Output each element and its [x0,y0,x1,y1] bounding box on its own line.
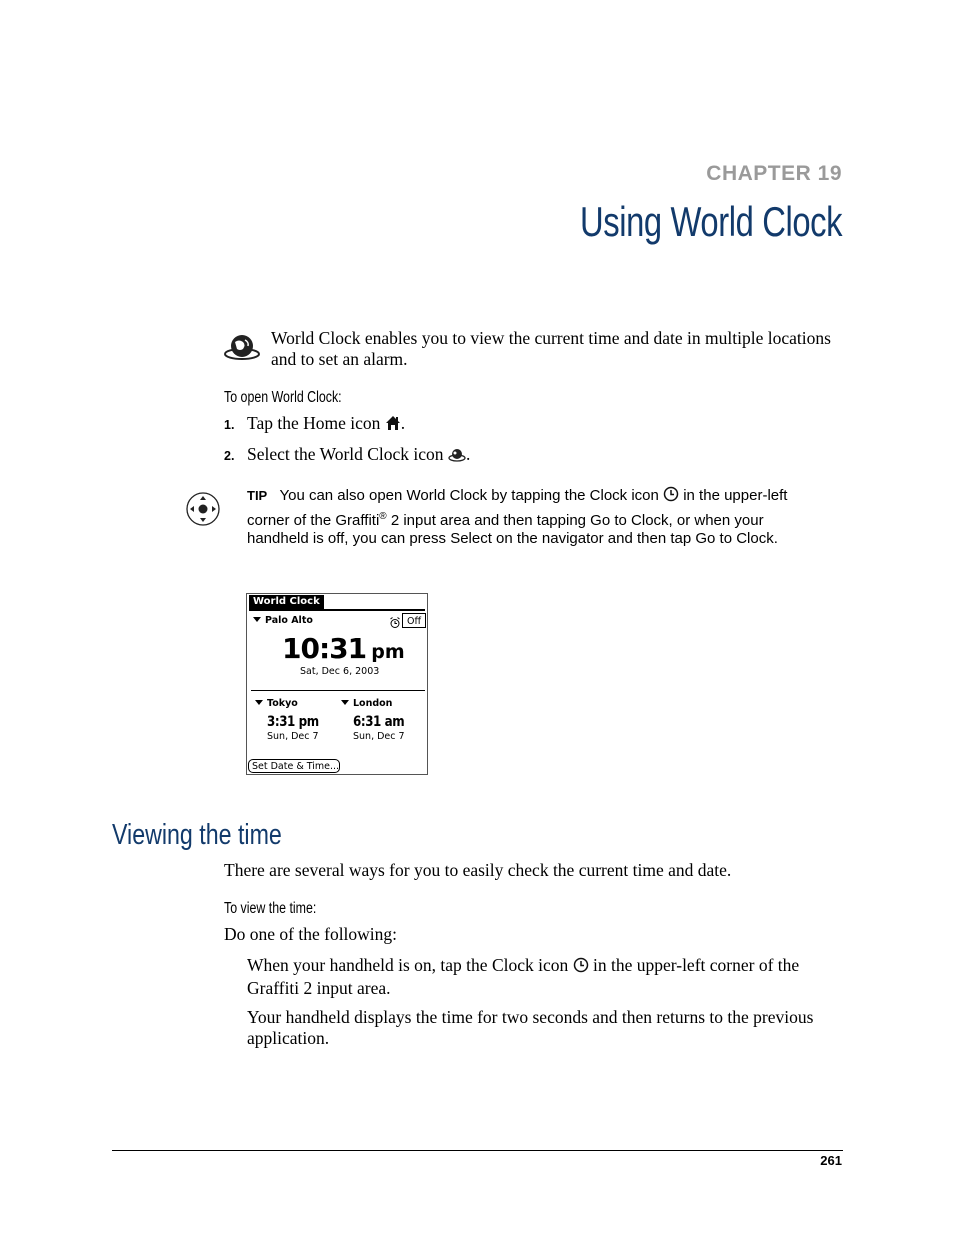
home-icon [385,415,401,436]
city-time: 3:31 pm [267,714,319,730]
option-1 [247,955,847,999]
alarm-icon [389,614,401,633]
app-title: World Clock [249,595,324,609]
registered-mark: ® [379,510,387,522]
procedure-lead: Do one of the following: [224,924,398,944]
section-title: Viewing the time [112,819,282,851]
intro-text: World Clock enables you to view the current time and date in multiple locations and to set an alarm. [271,328,831,369]
primary-time [282,632,405,665]
city-name: Tokyo [267,698,298,709]
view-procedure-heading: To view the time: [224,900,317,917]
title-underline [249,609,425,611]
primary-city-selector[interactable] [253,615,313,626]
tip-text-part2: in the upper-left corner of the Graffiti [247,487,788,529]
option-result: Your handheld displays the time for two seconds and then returns to the previous application. [247,1007,814,1048]
divider [251,690,425,691]
tip-text [247,486,827,549]
step-punct: . [400,413,406,433]
navigator-icon [185,491,221,532]
page-number: 261 [820,1153,842,1168]
world-clock-screenshot [246,593,428,775]
dropdown-arrow-icon [341,700,349,705]
step-number: 1. [224,418,235,432]
time-digits: 10:31 [282,632,367,665]
city-date: Sun, Dec 7 [267,731,319,742]
tip-text-part3: 2 input area and then tapping Go to Clock, or when your handheld is off, you can press Select on the navigator and then tap Go to Clock. [247,511,778,548]
section-intro: There are several ways for you to easily check the current time and date. [224,860,732,880]
step-punct: . [465,444,471,464]
tip-text-part1: You can also open World Clock by tapping the Clock icon [279,487,659,504]
dropdown-arrow-icon [253,617,261,622]
city-date: Sun, Dec 7 [353,731,405,742]
chapter-label: CHAPTER 19 [706,162,842,185]
option-text: When your handheld is on, tap the Clock icon [247,955,569,975]
option-text: in the upper-left corner of the Graffiti 2 input area. [247,955,800,998]
primary-city: Palo Alto [265,615,313,626]
clock-icon [573,957,589,978]
secondary-city-selector[interactable] [341,698,392,709]
dropdown-arrow-icon [255,700,263,705]
world-clock-globe-icon [224,332,260,365]
clock-icon [663,486,679,508]
footer-rule [112,1150,843,1151]
alarm-toggle[interactable]: Off [402,613,426,628]
chapter-title: Using World Clock [579,198,842,245]
primary-date: Sat, Dec 6, 2003 [300,666,380,677]
set-date-time-button[interactable]: Set Date & Time... [248,759,340,773]
city-name: London [353,698,393,709]
open-procedure-heading: To open World Clock: [224,389,342,406]
step-text: Select the World Clock icon [247,444,444,464]
step-2 [247,444,470,467]
step-text: Tap the Home icon [247,413,381,433]
tip-label: TIP [247,488,268,503]
step-number: 2. [224,449,235,463]
step-1 [247,413,405,436]
city-time: 6:31 am [353,714,405,730]
time-ampm: pm [371,641,405,663]
world-clock-icon [448,446,466,467]
secondary-city-selector[interactable] [255,698,298,709]
